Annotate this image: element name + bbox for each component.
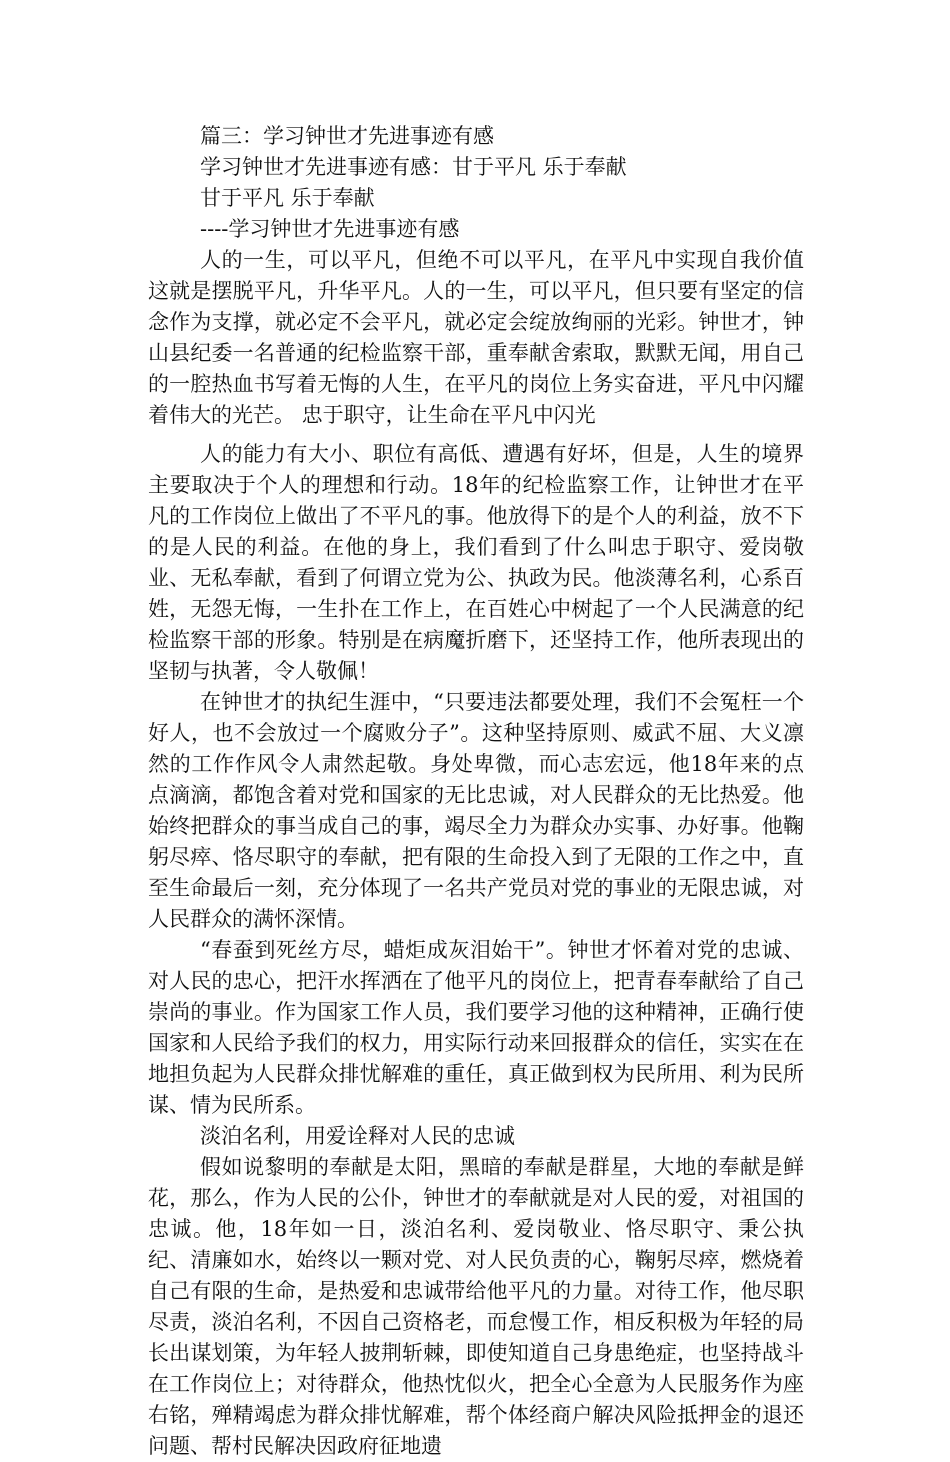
article-subheading: ----学习钟世才先进事迹有感	[200, 217, 460, 241]
section-title: 篇三：学习钟世才先进事迹有感	[200, 124, 494, 148]
section-subheading: 淡泊名利，用爱诠释对人民的忠诚	[200, 1124, 515, 1148]
article-heading: 甘于平凡 乐于奉献	[200, 186, 375, 210]
paragraph-body-3: “春蚕到死丝方尽，蜡炬成灰泪始干”。钟世才怀着对党的忠诚、对人民的忠心，把汗水挥洒在了他平凡的岗位上，把青春奉献给了自己崇尚的事业。作为国家工作人员，我们要学习他的这种精神，正确行使国家和人民给予我们的权力，用实际行动来回报群众的信任，实实在在地担负起为人民群众排忧解难的重任，真正做到权为民所用、利为民所谋、情为民所系。	[148, 938, 804, 1117]
paragraph-body-1: 人的能力有大小、职位有高低、遭遇有好坏，但是，人生的境界主要取决于个人的理想和行动。18年的纪检监察工作，让钟世才在平凡的工作岗位上做出了不平凡的事。他放得下的是个人的利益，放不下的是人民的利益。在他的身上，我们看到了什么叫忠于职守、爱岗敬业、无私奉献，看到了何谓立党为公、执政为民。他淡薄名利，心系百姓，无怨无悔，一生扑在工作上，在百姓心中树起了一个人民满意的纪检监察干部的形象。特别是在病魔折磨下，还坚持工作，他所表现出的坚韧与执著，令人敬佩！	[148, 442, 804, 683]
paragraph-intro: 人的一生，可以平凡，但绝不可以平凡，在平凡中实现自我价值这就是摆脱平凡，升华平凡。人的一生，可以平凡，但只要有坚定的信念作为支撑，就必定不会平凡，就必定会绽放绚丽的光彩。钟世才，钟山县纪委一名普通的纪检监察干部，重奉献舍索取，默默无闻，用自己的一腔热血书写着无悔的人生，在平凡的岗位上务实奋进，平凡中闪耀着伟大的光芒。 忠于职守，让生命在平凡中闪光	[148, 248, 804, 427]
article-title: 学习钟世才先进事迹有感：甘于平凡 乐于奉献	[200, 155, 627, 179]
document-body	[148, 121, 804, 1462]
paragraph-body-4: 假如说黎明的奉献是太阳，黑暗的奉献是群星，大地的奉献是鲜花，那么，作为人民的公仆，钟世才的奉献就是对人民的爱，对祖国的忠诚。他，18年如一日，淡泊名利、爱岗敬业、恪尽职守、秉公执纪、清廉如水，始终以一颗对党、对人民负责的心，鞠躬尽瘁，燃烧着自己有限的生命，是热爱和忠诚带给他平凡的力量。对待工作，他尽职尽责，淡泊名利，不因自己资格老，而怠慢工作，相反积极为年轻的局长出谋划策，为年轻人披荆斩棘，即使知道自己身患绝症，也坚持战斗在工作岗位上；对待群众，他热忱似火，把全心全意为人民服务作为座右铭，殚精竭虑为群众排忧解难，帮个体经商户解决风险抵押金的退还问题、帮村民解决因政府征地遗	[148, 1155, 804, 1458]
paragraph-body-2: 在钟世才的执纪生涯中，“只要违法都要处理，我们不会冤枉一个好人，也不会放过一个腐败分子”。这种坚持原则、威武不屈、大义凛然的工作作风令人肃然起敬。身处卑微，而心志宏远，他18年来的点点滴滴，都饱含着对党和国家的无比忠诚，对人民群众的无比热爱。他始终把群众的事当成自己的事，竭尽全力为群众办实事、办好事。他鞠躬尽瘁、恪尽职守的奉献，把有限的生命投入到了无限的工作之中，直至生命最后一刻，充分体现了一名共产党员对党的事业的无限忠诚，对人民群众的满怀深情。	[148, 690, 804, 931]
